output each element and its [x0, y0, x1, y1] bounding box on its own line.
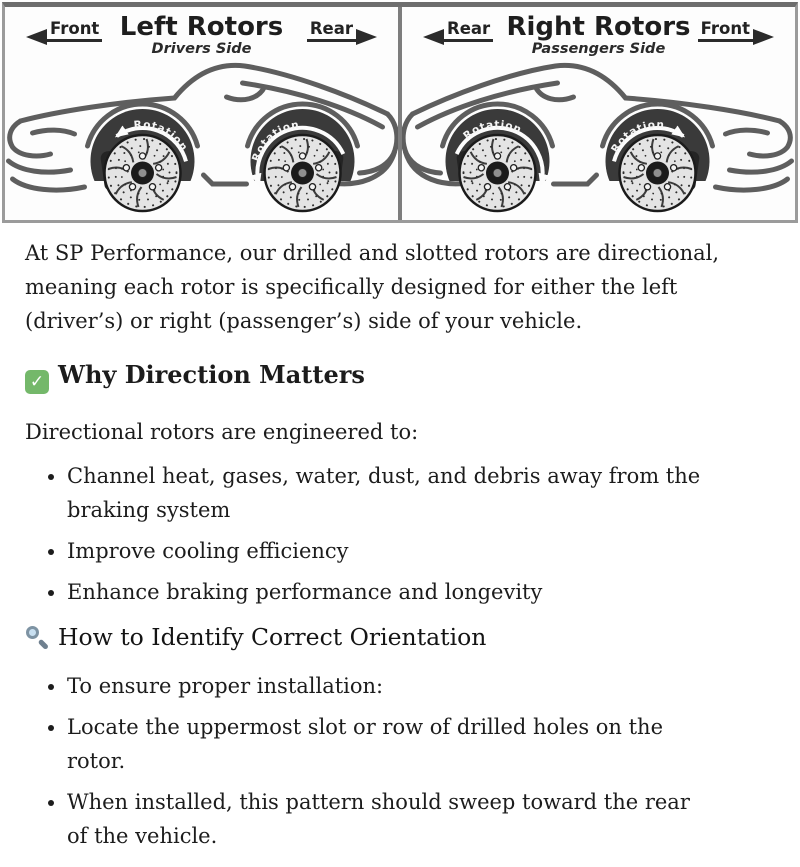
identify-orientation-heading — [25, 623, 772, 651]
magnifier-handle — [38, 638, 49, 649]
front-wheel-rotation-label: Rotation — [609, 118, 666, 155]
car-right-side-illustration — [402, 57, 795, 220]
green-checkmark-icon: ✓ — [25, 370, 49, 394]
left-panel-header — [5, 7, 398, 57]
why-direction-matters-heading — [25, 360, 772, 394]
rear-direction-arrow-label: Rear — [307, 20, 356, 42]
how-heading-text: How to Identify Correct Orientation — [58, 623, 487, 651]
panel-subtitle: Drivers Side — [151, 41, 252, 57]
rear-direction-arrow-label: Rear — [444, 20, 493, 42]
left-rotors-panel — [5, 7, 398, 220]
rear-wheel-rotation-label: Rotation — [250, 118, 301, 164]
list-item: • Improve cooling efficiency — [67, 534, 701, 568]
rotor-direction-article — [0, 236, 800, 853]
why-heading-text: Why Direction Matters — [58, 360, 365, 389]
intro-paragraph: At SP Performance, our drilled and slotted rotors are directional, meaning each rotor is specifically designed for either the left (driver’s) or right (passenger’s) side of your vehicle. — [25, 241, 720, 333]
panel-title: Right Rotors — [506, 12, 691, 42]
right-rotors-panel — [398, 7, 795, 220]
installation-steps-list — [25, 669, 701, 853]
list-item: • Channel heat, gases, water, dust, and debris away from the braking system — [67, 459, 701, 527]
list-item: • Enhance braking performance and longevity — [67, 575, 701, 609]
engineered-to-lead-text: Directional rotors are engineered to: — [25, 420, 419, 444]
panel-title: Left Rotors — [119, 12, 284, 42]
car-left-side-illustration — [5, 57, 398, 220]
magnifying-glass-icon — [25, 624, 51, 650]
list-item: • To ensure proper installation: — [67, 669, 701, 703]
front-wheel-rotation-label: Rotation — [133, 118, 191, 154]
rear-wheel-rotation-label: Rotation — [461, 118, 524, 143]
rotor-direction-diagram — [2, 2, 798, 223]
panel-subtitle: Passengers Side — [531, 41, 666, 57]
benefits-list — [25, 459, 701, 609]
front-direction-arrow-label: Front — [47, 20, 102, 42]
magnifier-lens — [26, 626, 39, 639]
list-item: • When installed, this pattern should sweep toward the rear of the vehicle. — [67, 785, 701, 853]
front-direction-arrow-label: Front — [698, 20, 753, 42]
list-item: • Locate the uppermost slot or row of drilled holes on the rotor. — [67, 710, 701, 778]
right-panel-header — [402, 7, 795, 57]
